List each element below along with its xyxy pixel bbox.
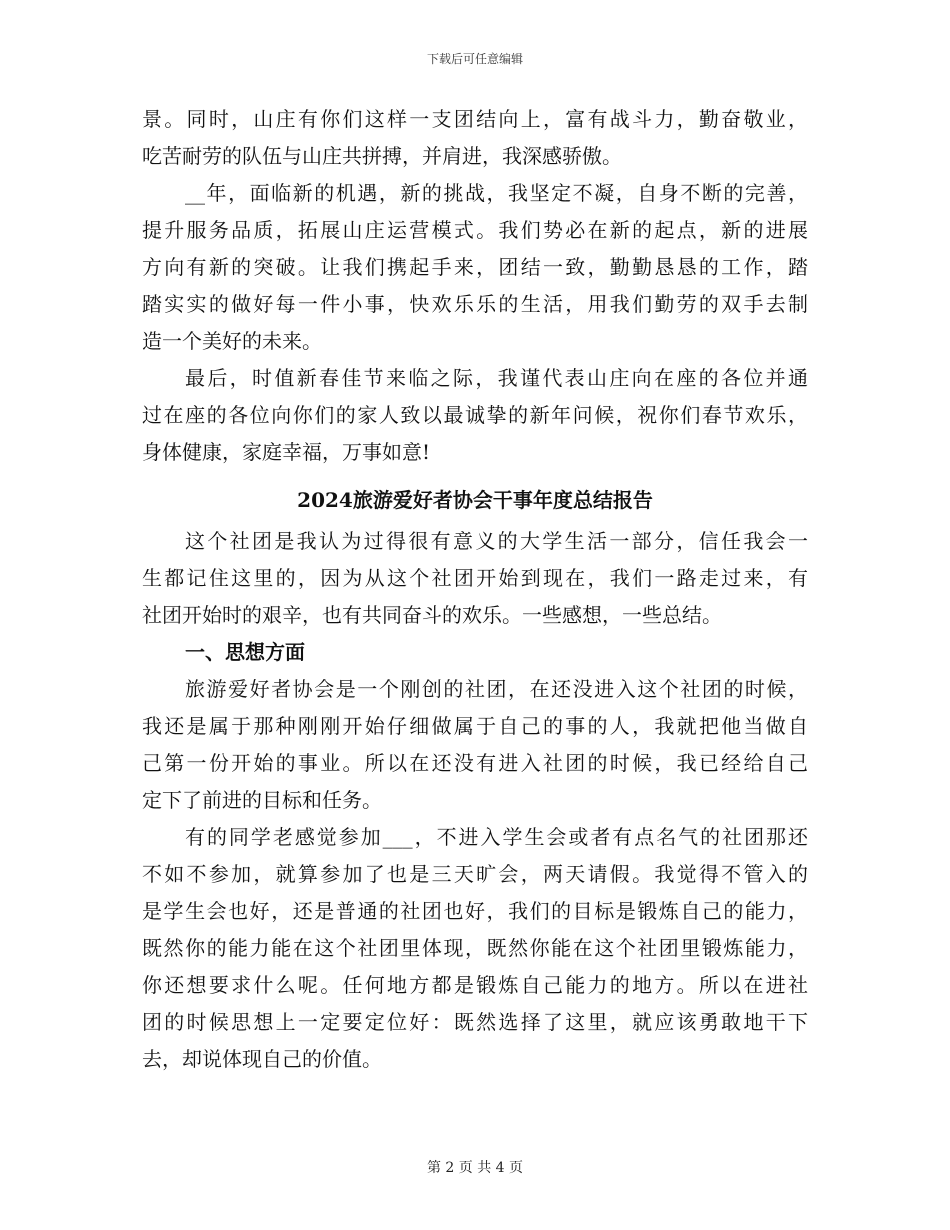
text-line: 不如不参加，就算参加了也是三天旷会，两天请假。我觉得不管入的 [142,862,808,886]
text-line: 去，却说体现自己的价值。 [142,1047,382,1071]
paragraph [142,101,808,175]
text-line: 定下了前进的目标和任务。 [142,788,382,812]
document-title: 2024旅游爱好者协会干事年度总结报告 [297,488,653,512]
paragraph [142,523,808,634]
text-line: 己第一份开始的事业。所以在还没有进入社团的时候，我已经给自己 [142,751,808,775]
text-line: 吃苦耐劳的队伍与山庄共拼搏，并肩进，我深感骄傲。 [142,144,622,168]
text-line: 这个社团是我认为过得很有意义的大学生活一部分，信任我会一 [185,529,808,553]
paragraph [142,360,808,471]
text-line: 社团开始时的艰辛，也有共同奋斗的欢乐。一些感想，一些总结。 [142,603,722,627]
text-line: 团的时候思想上一定要定位好：既然选择了这里，就应该勇敢地干下 [142,1010,808,1034]
text-line: 方向有新的突破。让我们携起手来，团结一致，勤勤恳恳的工作，踏 [142,255,808,279]
document-body [142,101,808,1078]
paragraph [142,819,808,1078]
paragraph [142,671,808,819]
text-line: 是学生会也好，还是普通的社团也好，我们的目标是锻炼自己的能力， [142,899,808,923]
text-line: 生都记住这里的，因为从这个社团开始到现在，我们一路走过来，有 [142,566,808,590]
page-header: 下载后可任意编辑 [426,52,523,66]
text-line: 踏实实的做好每一件小事，快欢乐乐的生活，用我们勤劳的双手去制 [142,292,808,316]
section-heading: 一、思想方面 [185,640,305,664]
page-footer: 第 2 页 共 4 页 [426,1160,524,1176]
paragraph [142,175,808,360]
text-line: 有的同学老感觉参加___，不进入学生会或者有点名气的社团那还 [185,825,808,849]
text-line: 旅游爱好者协会是一个刚创的社团，在还没进入这个社团的时候， [185,677,808,701]
text-line: 身体健康，家庭幸福，万事如意! [142,440,431,464]
text-line: 你还想要求什么呢。任何地方都是锻炼自己能力的地方。所以在进社 [142,973,808,997]
text-line: 既然你的能力能在这个社团里体现，既然你能在这个社团里锻炼能力， [142,936,808,960]
text-line: 造一个美好的未来。 [142,329,322,353]
text-line: __年，面临新的机遇，新的挑战，我坚定不凝，自身不断的完善， [185,181,808,205]
text-line: 我还是属于那种刚刚开始仔细做属于自己的事的人，我就把他当做自 [142,714,808,738]
text-line: 提升服务品质，拓展山庄运营模式。我们势必在新的起点，新的进展 [142,218,808,242]
text-line: 过在座的各位向你们的家人致以最诚挚的新年问候，祝你们春节欢乐， [142,403,808,427]
text-line: 景。同时，山庄有你们这样一支团结向上，富有战斗力，勤奋敬业， [142,107,808,131]
text-line: 最后，时值新春佳节来临之际，我谨代表山庄向在座的各位并通 [185,366,808,390]
